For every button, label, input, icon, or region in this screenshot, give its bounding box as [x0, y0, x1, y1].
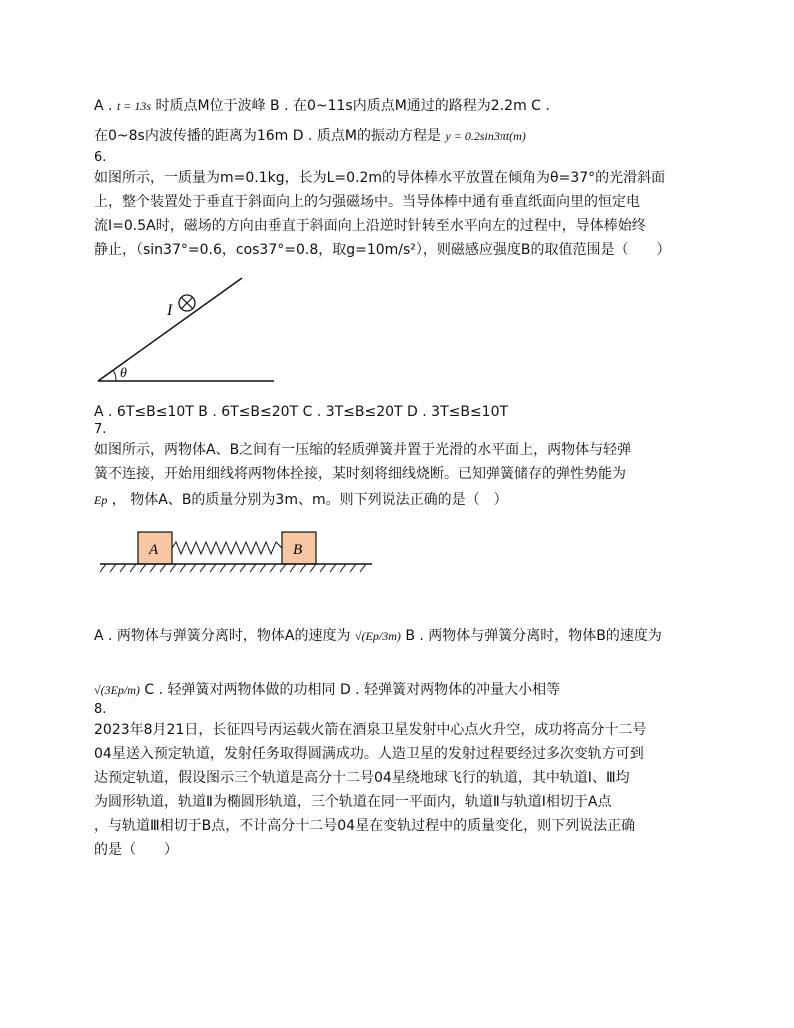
q8-text-line1: 2023年8月21日，长征四号丙运载火箭在酒泉卫星发射中心点火升空，成功将高分十二号 — [94, 722, 647, 738]
q6-incline-figure — [94, 270, 284, 390]
q6-text-line4: 静止，（sin37°=0.6，cos37°=0.8，取g=10m/s²），则磁感应强度B的取值范围是（ ） — [94, 242, 671, 258]
q6-text-line1: 如图所示，一质量为m=0.1kg，长为L=0.2m的导体棒水平放置在倾角为θ=37°的光滑斜面 — [94, 170, 666, 186]
current-label: I — [167, 302, 173, 319]
q7-spring-figure — [96, 528, 376, 580]
q6-number: 6. — [94, 150, 107, 165]
q7-text-line3: Ep ， 物体A、B的质量分别为3m、m。则下列说法正确的是（ ） — [94, 492, 508, 508]
q8-text-line2: 04星送入预定轨道，发射任务取得圆满成功。人造卫星的发射过程要经过多次变轨方可到 — [94, 746, 644, 762]
q7-speed-b-math: √(3Ep/m) — [94, 683, 140, 697]
q7-text-line2: 簧不连接，开始用细线将两物体拴接，某时刻将细线烧断。已知弹簧储存的弹性势能为 — [94, 466, 626, 482]
block-a-label: A — [149, 542, 159, 558]
ground-hatching — [100, 564, 366, 572]
angle-arc — [113, 370, 116, 381]
q8-number: 8. — [94, 702, 107, 717]
q7-options-line1: A . 两物体与弹簧分离时，物体A的速度为 √(Ep/3m) B . 两物体与弹簧分离时，物体B的速度为 — [94, 628, 662, 644]
block-b-label: B — [293, 542, 303, 558]
compressed-spring — [172, 542, 282, 554]
q5-time-math: t = 13s — [116, 99, 152, 113]
q6-text-line3: 流I=0.5A时，磁场的方向由垂直于斜面向上沿逆时针转至水平向左的过程中，导体棒始终 — [94, 218, 646, 234]
q8-text-line6: 的是（ ） — [94, 842, 178, 858]
q8-text-line3: 达预定轨道，假设图示三个轨道是高分十二号04星绕地球飞行的轨道，其中轨道Ⅰ、Ⅲ均 — [94, 770, 630, 786]
q6-options: A . 6T≤B≤10T B . 6T≤B≤20T C . 3T≤B≤20T D . 3T≤B≤10T — [94, 404, 509, 420]
angle-label: θ — [120, 366, 127, 381]
ep-symbol: Ep — [94, 493, 108, 507]
q8-text-line5: ，与轨道Ⅲ相切于B点，不计高分十二号04星在变轨过程中的质量变化，则下列说法正确 — [94, 818, 636, 834]
q6-text-line2: 上，整个装置处于垂直于斜面向上的匀强磁场中。当导体棒中通有垂直纸面向里的恒定电 — [94, 194, 640, 210]
q7-text-line1: 如图所示，两物体A、B之间有一压缩的轻质弹簧并置于光滑的水平面上，两物体与轻弹 — [94, 442, 632, 458]
q7-speed-a-math: √(Ep/3m) — [354, 629, 401, 643]
q7-options-line2: √(3Ep/m) C . 轻弹簧对两物体做的功相同 D . 轻弹簧对两物体的冲量大小相等 — [94, 682, 561, 698]
q5-options-line1: A . t = 13s 时质点M位于波峰 B . 在0~11s内质点M通过的路程为2.2m C . — [94, 98, 550, 114]
q7-number: 7. — [94, 422, 107, 437]
q8-text-line4: 为圆形轨道，轨道Ⅱ为椭圆形轨道，三个轨道在同一平面内，轨道Ⅱ与轨道Ⅰ相切于A点 — [94, 794, 612, 810]
q5-options-line2: 在0~8s内波传播的距离为16m D . 质点M的振动方程是 y = 0.2sin3πt(m) — [94, 128, 526, 144]
q5-equation-math: y = 0.2sin3πt(m) — [445, 129, 526, 143]
